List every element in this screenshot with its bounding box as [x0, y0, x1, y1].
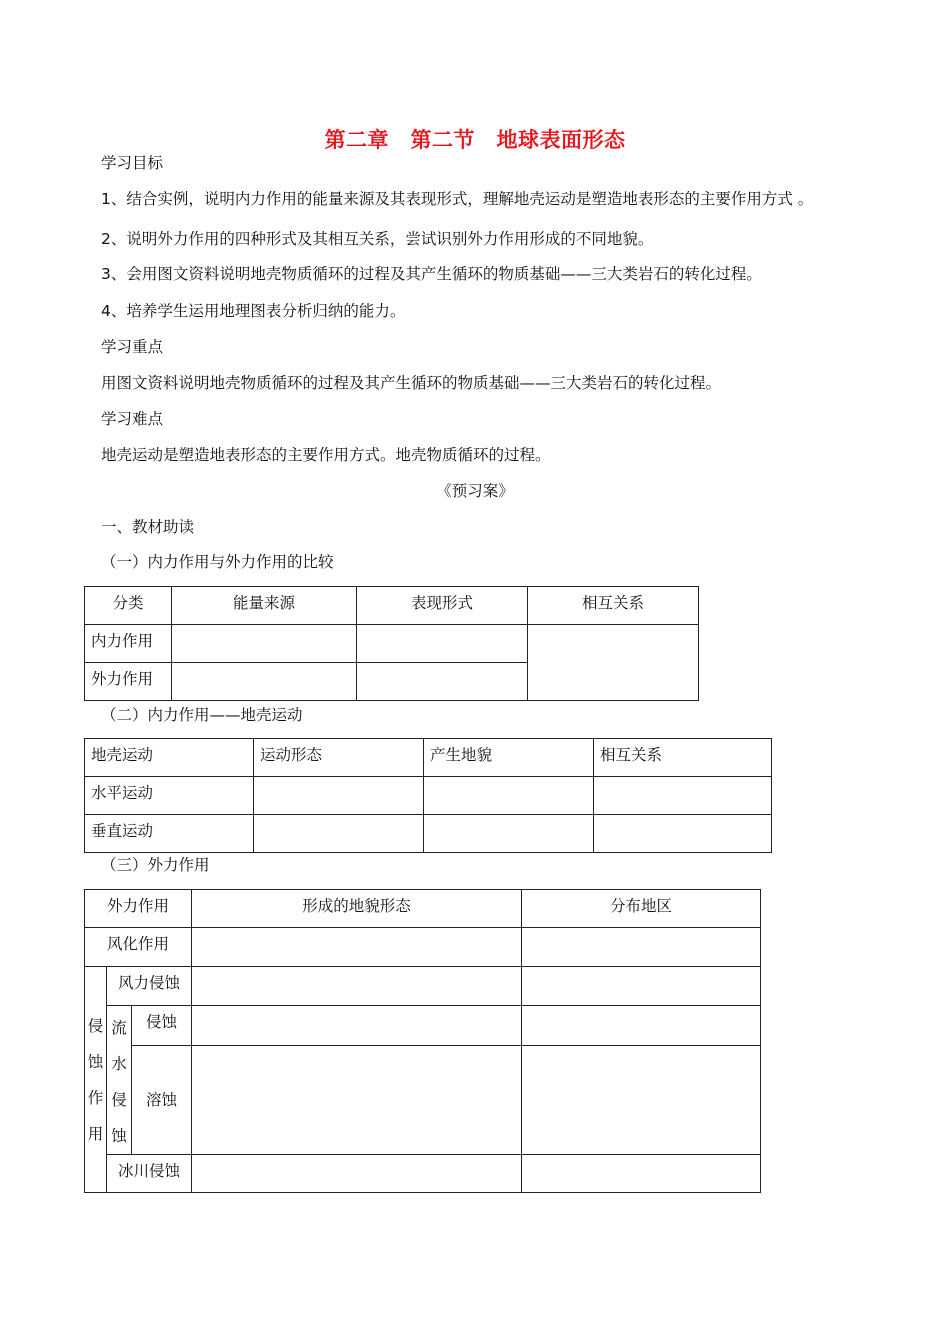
difficulty-text: 地壳运动是塑造地表形态的主要作用方式。地壳物质循环的过程。: [101, 446, 551, 464]
erosion-vertical-label: 侵 蚀 作 用: [85, 967, 107, 1193]
objectives-heading: 学习目标: [101, 154, 164, 172]
table-cell: [254, 815, 424, 853]
row-label: 风力侵蚀: [107, 967, 192, 1006]
preview-heading: 《预习案》: [436, 482, 514, 500]
water-erosion-vertical-label: 流 水 侵 蚀: [107, 1006, 132, 1155]
key-point-text: 用图文资料说明地壳物质循环的过程及其产生循环的物质基础——三大类岩石的转化过程。: [101, 374, 722, 392]
force-comparison-table: [84, 586, 699, 701]
section-heading: 一、教材助读: [101, 518, 195, 536]
table-cell: [528, 625, 699, 701]
objective-item: 1、结合实例，说明内力作用的能量来源及其表现形式，理解地壳运动是塑造地表形态的主要作用方式 。: [101, 190, 814, 208]
table-header-cell: 外力作用: [85, 890, 192, 928]
objective-item: 2、说明外力作用的四种形式及其相互关系，尝试识别外力作用形成的不同地貌。: [101, 230, 654, 248]
table-cell: [192, 1006, 522, 1046]
table-cell: [192, 1045, 522, 1154]
table-cell: [172, 663, 357, 701]
row-label: 风化作用: [85, 928, 192, 967]
table-cell: [424, 777, 594, 815]
row-label: 水平运动: [85, 777, 254, 815]
table-cell: [357, 663, 528, 701]
subsection-heading: （二）内力作用——地壳运动: [101, 706, 303, 724]
table-cell: [522, 928, 761, 967]
table-cell: [192, 928, 522, 967]
table-cell: [522, 1045, 761, 1154]
table-header-cell: 形成的地貌形态: [192, 890, 522, 928]
row-label: 溶蚀: [132, 1045, 192, 1154]
page-title: 第二章 第二节 地球表面形态: [324, 128, 626, 152]
row-label: 冰川侵蚀: [107, 1155, 192, 1193]
table-cell: [424, 815, 594, 853]
table-header-cell: 分类: [85, 587, 172, 625]
table-header-cell: 产生地貌: [424, 739, 594, 777]
table-cell: [522, 1006, 761, 1046]
external-force-table: [84, 889, 761, 1193]
table-cell: [522, 967, 761, 1006]
table-header-cell: 相互关系: [528, 587, 699, 625]
table-header-cell: 分布地区: [522, 890, 761, 928]
table-cell: [192, 967, 522, 1006]
key-point-heading: 学习重点: [101, 338, 164, 356]
row-label: 垂直运动: [85, 815, 254, 853]
table-cell: [522, 1155, 761, 1193]
row-label: 外力作用: [85, 663, 172, 701]
subsection-heading: （一）内力作用与外力作用的比较: [101, 553, 334, 571]
table-cell: [594, 777, 772, 815]
table-header-cell: 地壳运动: [85, 739, 254, 777]
crustal-movement-table: [84, 738, 772, 853]
row-label: 内力作用: [85, 625, 172, 663]
table-cell: [357, 625, 528, 663]
table-header-cell: 相互关系: [594, 739, 772, 777]
objective-item: 4、培养学生运用地理图表分析归纳的能力。: [101, 302, 406, 320]
difficulty-heading: 学习难点: [101, 410, 164, 428]
subsection-heading: （三）外力作用: [101, 856, 210, 874]
table-cell: [594, 815, 772, 853]
table-header-cell: 表现形式: [357, 587, 528, 625]
row-label: 侵蚀: [132, 1006, 192, 1046]
table-cell: [172, 625, 357, 663]
table-cell: [192, 1155, 522, 1193]
objective-item: 3、会用图文资料说明地壳物质循环的过程及其产生循环的物质基础——三大类岩石的转化过程。: [101, 265, 762, 283]
table-cell: [254, 777, 424, 815]
table-header-cell: 运动形态: [254, 739, 424, 777]
table-header-cell: 能量来源: [172, 587, 357, 625]
